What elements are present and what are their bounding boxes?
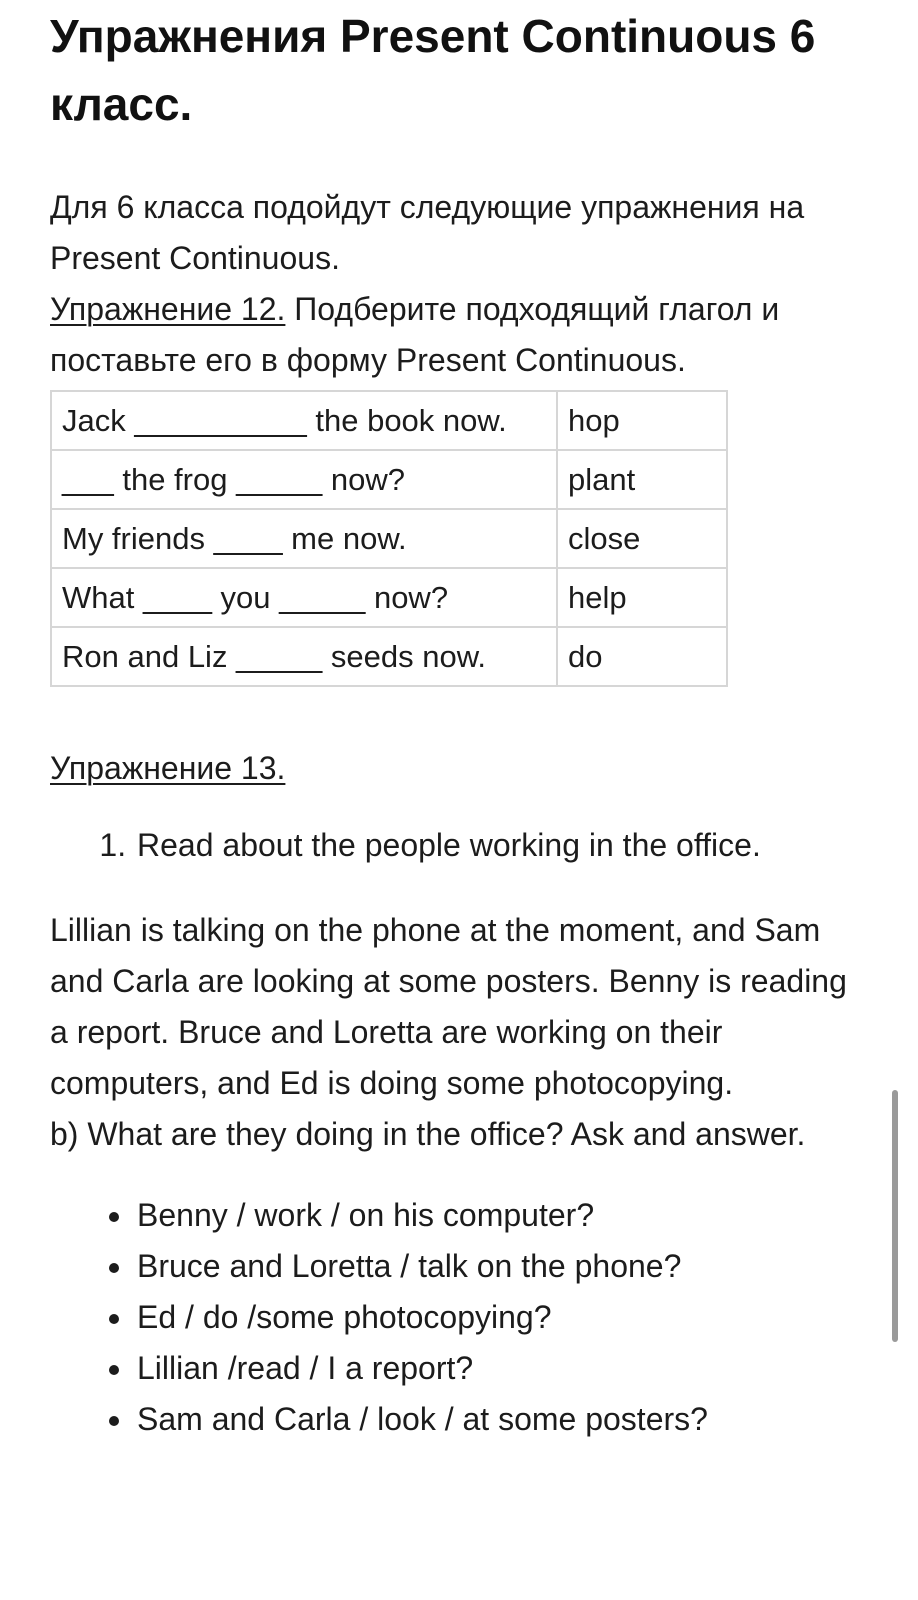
table-row: [51, 391, 727, 450]
exercise-13-label[interactable]: Упражнение 13.: [50, 750, 286, 786]
table-cell-verb: plant: [557, 450, 727, 509]
table-cell-sentence: Jack __________ the book now.: [51, 391, 557, 450]
table-cell-sentence: Ron and Liz _____ seeds now.: [51, 627, 557, 686]
exercise-12-heading: [50, 284, 870, 386]
story-text: Lillian is talking on the phone at the moment, and Sam and Carla are looking at some posters. Benny is reading a report. Bruce and Loretta are working on their computers, and Ed is doing some photocopying.: [50, 912, 847, 1101]
table-cell-verb: help: [557, 568, 727, 627]
list-item: • Bruce and Loretta / talk on the phone?: [135, 1241, 870, 1292]
exercise-12-label[interactable]: Упражнение 12.: [50, 291, 286, 327]
list-item: • Sam and Carla / look / at some posters?: [135, 1394, 870, 1445]
list-item: • Benny / work / on his computer?: [135, 1190, 870, 1241]
table-cell-verb: do: [557, 627, 727, 686]
exercise-13-steps: [50, 820, 870, 871]
intro-text: Для 6 класса подойдут следующие упражнения на Present Continuous.: [50, 189, 805, 276]
table-row: [51, 627, 727, 686]
table-row: [51, 509, 727, 568]
vertical-scrollbar[interactable]: [892, 1090, 898, 1342]
prompt-list: [50, 1190, 870, 1445]
exercise-12-table: [50, 390, 728, 687]
page-title: Упражнения Present Continuous 6 класс.: [50, 10, 816, 130]
table-cell-verb: hop: [557, 391, 727, 450]
list-item: • Ed / do /some photocopying?: [135, 1292, 870, 1343]
list-item: • Lillian /read / I a report?: [135, 1343, 870, 1394]
exercise-12-instruction: Подберите подходящий глагол и поставьте его в форму Present Continuous.: [50, 291, 780, 378]
exercise-13-heading: [50, 743, 870, 794]
table-cell-sentence: My friends ____ me now.: [51, 509, 557, 568]
table-cell-sentence: What ____ you _____ now?: [51, 568, 557, 627]
table-row: [51, 450, 727, 509]
table-cell-sentence: ___ the frog _____ now?: [51, 450, 557, 509]
table-row: [51, 568, 727, 627]
task-b-text: b) What are they doing in the office? Ask and answer.: [50, 1116, 806, 1152]
list-item: 1. Read about the people working in the office.: [135, 820, 870, 871]
table-cell-verb: close: [557, 509, 727, 568]
article: [50, 0, 870, 1445]
